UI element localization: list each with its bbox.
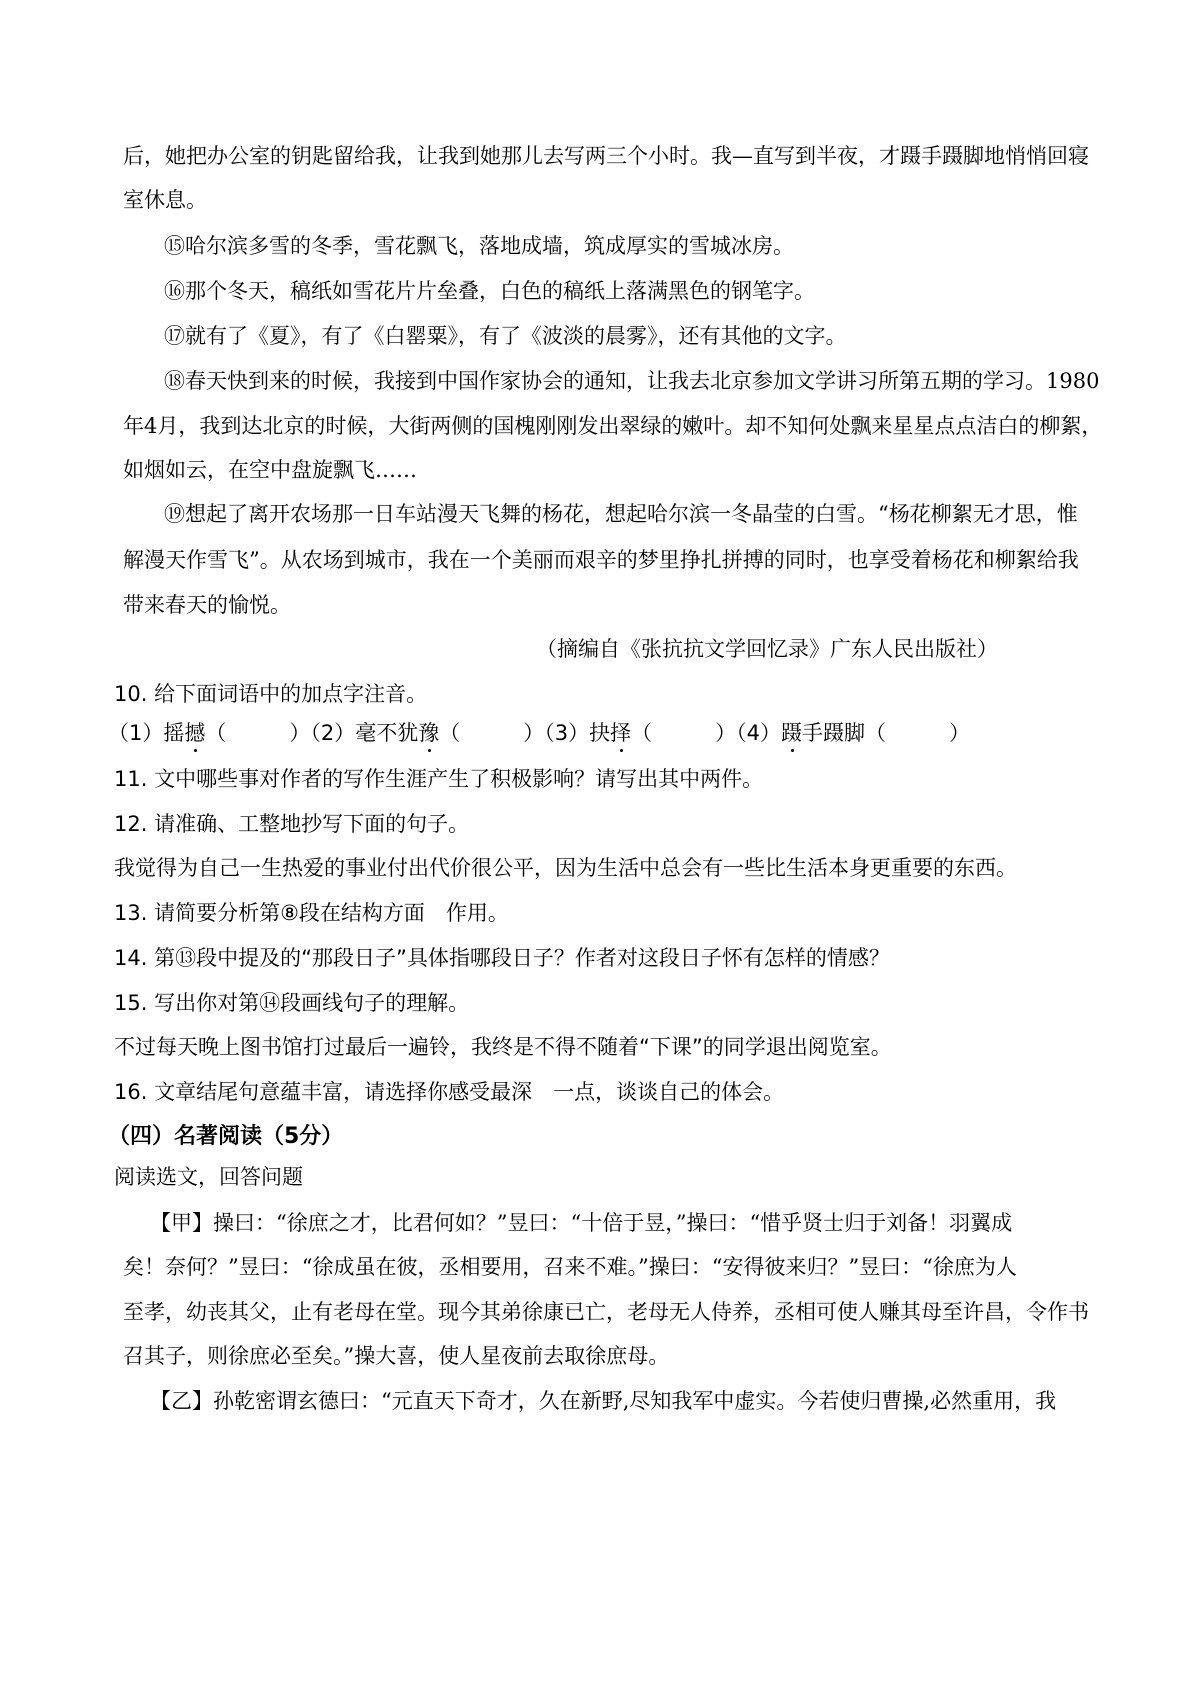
paragraph-18-line-1: ⑱春天快到来的时候，我接到中国作家协会的通知，让我去北京参加文学讲习所第五期的学习。1980 bbox=[164, 369, 1100, 393]
paragraph-17: ⑰就有了《夏》，有了《白罂粟》，有了《波淡的晨雾》，还有其他的文字。 bbox=[164, 324, 847, 348]
section-4-heading: （四）名著阅读（5分） bbox=[108, 1124, 344, 1149]
question-13: 13. 请简要分析第⑧段在结构方面 作用。 bbox=[114, 901, 509, 925]
paragraph-16: ⑯那个冬天，稿纸如雪花片片垒叠，白色的稿纸上落满黑色的钢笔字。 bbox=[164, 279, 815, 303]
paragraph-18-line-2: 年4月，我到达北京的时候，大街两侧的国槐刚刚发出翠绿的嫩叶。却不知何处飘来星星点点洁白的柳絮， bbox=[123, 414, 1103, 438]
excerpt-jia-line-2: 矣！奈何？”昱曰：“徐成虽在彼，丞相要用，召来不难。”操曰：“安得彼来归？”昱曰：“徐庶为人 bbox=[123, 1255, 1017, 1279]
q10-item-1-dotted-char: 撼 bbox=[184, 721, 206, 745]
question-15-sentence: 不过每天晚上图书馆打过最后一遍铃，我终是不得不随着“下课”的同学退出阅览室。 bbox=[114, 1035, 892, 1059]
excerpt-jia-line-3: 至孝，幼丧其父，止有老母在堂。现今其弟徐康已亡，老母无人侍养，丞相可使人赚其母至许昌，令作书 bbox=[123, 1300, 1089, 1324]
paragraph-15: ⑮哈尔滨多雪的冬季，雪花飘飞，落地成墙，筑成厚实的雪城冰房。 bbox=[164, 234, 794, 258]
paragraph-19-line-1: ⑲想起了离开农场那一日车站漫天飞舞的杨花，想起哈尔滨一冬晶莹的白雪。“杨花柳絮无才思，惟 bbox=[164, 502, 1078, 526]
question-10-items bbox=[108, 719, 1098, 747]
q10-item-3-prefix: （3）抉 bbox=[544, 721, 611, 745]
excerpt-jia-line-4: 召其子，则徐庶必至矣。”操大喜，使人星夜前去取徐庶母。 bbox=[123, 1344, 670, 1368]
q10-item-4-dotted-char: 蹑 bbox=[781, 721, 802, 745]
question-15: 15. 写出你对第⑭段画线句子的理解。 bbox=[114, 991, 470, 1015]
q10-item-4-blank[interactable]: （ ） bbox=[865, 721, 970, 745]
q10-item-4-rest: 手蹑脚 bbox=[802, 721, 865, 745]
q10-item-1-blank[interactable]: （ ） bbox=[205, 721, 311, 745]
q10-item-2-blank[interactable]: （ ） bbox=[439, 721, 545, 745]
question-11: 11. 文中哪些事对作者的写作生涯产生了积极影响？请写出其中两件。 bbox=[114, 767, 764, 791]
question-16: 16. 文章结尾句意蕴丰富，请选择你感受最深 一点，谈谈自己的体会。 bbox=[114, 1080, 785, 1104]
excerpt-jia-line-1: 【甲】操曰：“徐庶之才，比君何如？”昱曰：“十倍于昱，”操曰：“惜乎贤士归于刘备！羽翼成 bbox=[150, 1211, 1013, 1235]
question-10: 10. 给下面词语中的加点字注音。 bbox=[114, 682, 428, 706]
question-14: 14. 第⑬段中提及的“那段日子”具体指哪段日子？作者对这段日子怀有怎样的情感？ bbox=[114, 946, 890, 970]
q10-item-2-dotted-char: 豫 bbox=[418, 721, 440, 745]
paragraph-19-line-3: 带来春天的愉悦。 bbox=[123, 593, 291, 617]
q10-item-4-prefix: （4） bbox=[736, 721, 781, 745]
paragraph-18-line-3: 如烟如云，在空中盘旋飘飞…… bbox=[123, 458, 417, 482]
question-12-sentence: 我觉得为自己一生热爱的事业付出代价很公平，因为生活中总会有一些比生活本身更重要的东西。 bbox=[114, 856, 1017, 880]
q10-item-3-blank[interactable]: （ ） bbox=[631, 721, 737, 745]
q10-item-3-dotted-char: 择 bbox=[610, 721, 632, 745]
paragraph-14-line-1: 后，她把办公室的钥匙留给我，让我到她那儿去写两三个小时。我—直写到半夜，才蹑手蹑脚地悄悄回寝 bbox=[123, 144, 1089, 168]
paragraph-14-line-2: 室休息。 bbox=[123, 188, 207, 212]
question-12: 12. 请准确、工整地抄写下面的句子。 bbox=[114, 812, 470, 836]
section-4-instruction: 阅读选文，回答问题 bbox=[114, 1165, 303, 1189]
paragraph-19-line-2: 解漫天作雪飞”。从农场到城市，我在一个美丽而艰辛的梦里挣扎拼搏的同时，也享受着杨花和柳絮给我 bbox=[123, 548, 1079, 572]
excerpt-yi-line-1: 【乙】孙乾密谓玄德曰：“元直天下奇才，久在新野,尽知我军中虚实。今若使归曹操,必然重用，我 bbox=[150, 1389, 1057, 1413]
q10-item-1-prefix: （1）摇 bbox=[108, 721, 185, 745]
q10-item-2-prefix: （2）毫不犹 bbox=[310, 721, 419, 745]
source-citation: （摘编自《张抗抗文学回忆录》广东人民出版社） bbox=[536, 637, 998, 661]
